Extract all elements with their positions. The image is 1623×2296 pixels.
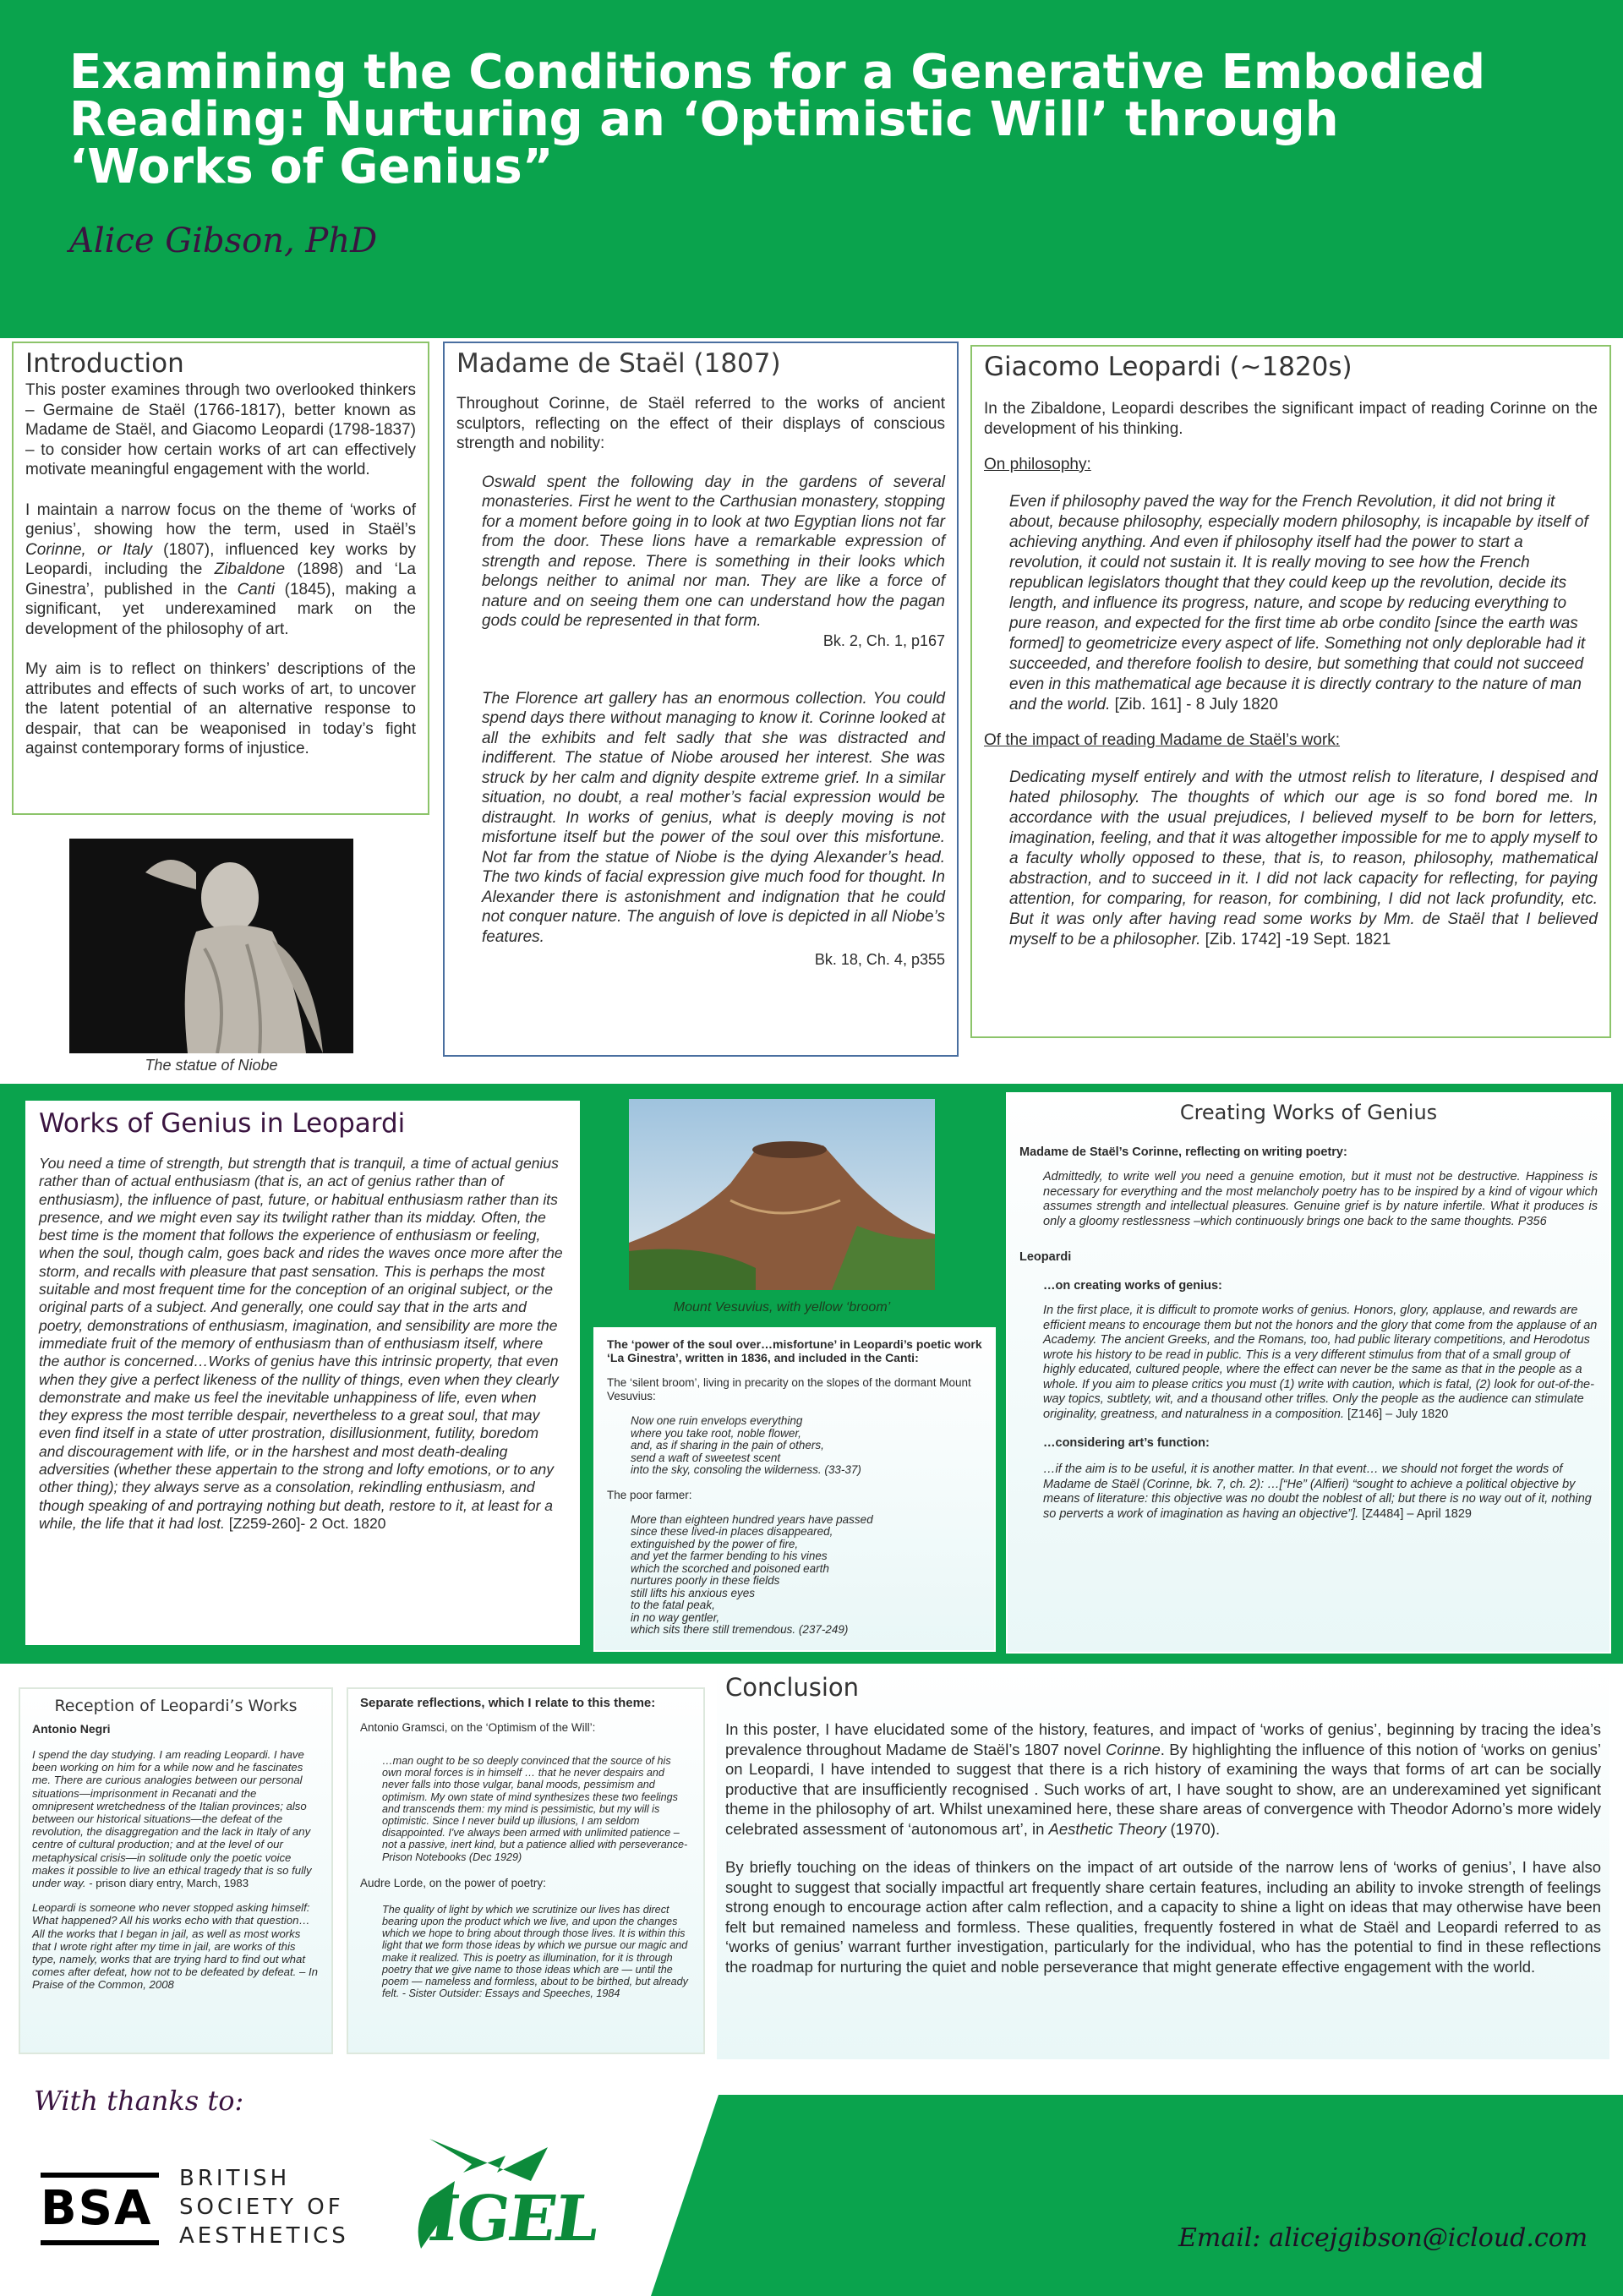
leopardi-intro: In the Zibaldone, Leopardi describes the significant impact of reading Corinne on the development of his thinking. [984,400,1598,438]
introduction-paragraph-3: My aim is to reflect on thinkers’ descriptions of the attributes and effects of such works of art, to uncover the latent potential of an alternative response to despair, that can be weaponised in today’s fight against contemporary forms of injustice. [25,660,416,757]
bsa-line-1: BRITISH [179,2166,291,2191]
reception-quote-1 [32,1748,320,1889]
stael-citation-1: Bk. 2, Ch. 1, p167 [822,631,945,649]
ginestra-box [593,1327,996,1652]
creating-subheading-leopardi: Leopardi [1019,1250,1072,1264]
text-run: (1898) and ‘La Ginestra’, published in the [25,560,416,599]
text-run: In this poster, I have elucidated some of the history, features, and impact of ‘works of genius’, beginning by tracing the idea’s prevalence throughout Madame de Staël’s 1807 novel [725,1720,1601,1758]
poster-title: Examining the Conditions for a Generative Embodied Reading: Nurturing an ‘Optimistic Will’ through ‘Works of Genius” [69,45,1486,194]
bsa-logo [41,2173,159,2250]
text-run-italic: Corinne, or Italy [25,540,152,559]
bsa-logo-text [179,2164,349,2250]
stael-quote-1: Oswald spent the following day in the gardens of several monasteries. First he went to the Carthusian monastery, stopping for a moment before going in to look at two Egyptian lions not far from the door. These lions have a remarkable expression of strength and repose. There is something in their looks which belongs neither to animal nor man. They are like a force of nature and on seeing them one can understand how the pagan gods could be represented in that form. [482,473,945,630]
quote-text: Dedicating myself entirely and with the utmost relish to literature, I despised and hated philosophy. The thoughts of which our age is so fond bored me. In accordance with the usual prejudices, I believed myself to be born for letters, imagination, feeling, and that it was altogether impossible for me to apply myself to a faculty wholly opposed to these, that is, to reason, philosophy, mathematical abstraction, and to succeed in it. I did not lack capacity for reflecting, for paying attention, for comparing, for reason, for combining, I did not lack profundity, etc. But it was only after having read some works by Mm. de Staël that I believed myself to be a philosopher. [1009,768,1598,948]
quote-citation: - Sister Outsider: Essays and Speeches, 1984 [399,1987,620,2000]
leopardi-subheading-stael: Of the impact of reading Madame de Staël’s work: [984,731,1341,749]
quote-citation: [Zib. 161] - 8 July 1820 [1110,696,1278,713]
creating-quote-3 [1043,1462,1598,1522]
quote-text: Leopardi is someone who never stopped asking himself: What happened? All his works echo with that question… All the works that I began in jail, as well as most works that I wrote right after my time in jail, are works of this type, namely, works that are trying hard to find out what comes after defeat, how not to be defeated by defeat. [32,1901,310,1979]
quote-citation: [Z259-260]- 2 Oct. 1820 [224,1514,386,1532]
conclusion-box [715,1664,1611,2061]
introduction-box [12,342,429,815]
stael-quote-2: The Florence art gallery has an enormous collection. You could spend days there without managing to know it. Corinne looked at all the exhibits and felt sadly that she was distracted and indifferent. The statue of Niobe aroused her interest. She was struck by her calm and dignity despite extreme grief. In a similar situation, no doubt, a real mother’s facial expression would be distraught. In works of genius, what is deeply moving is not misfortune itself but the power of the soul over this misfortune. Not far from the statue of Niobe is the dying Alexander’s head. The two kinds of facial expression give much food for thought. In Alexander there is astonishment and indignation that he could not conquer nature. The anguish of love is depicted in all Niobe’s features. [482,689,945,946]
quote-text: You need a time of strength, but strength that is tranquil, a time of actual genius rather than of actual enthusiasm (that is, an act of genius rather than of enthusiasm), the influence of past, future, or habitual enthusiasm rather than its presence, and we might even say its twilight rather than its midday. Often, the best time is the moment that follows the experience of enthusiasm or feeling, when the soul, though calm, goes back and rides the waves once more after the storm, and recalls with pleasure that past sensation. This is perhaps the most suitable and most frequent time for the conception of an original subject, or the original parts of a subject. And generally, one could say that in the arts and poetry, demonstrations of enthusiasm, imagination, and sensibility are more the immediate fruit of the memory of enthusiasm than of enthusiasm itself, where the author is concerned…Works of genius have this intrinsic property, that even when they give a perfect likeness of the nullity of things, even when they clearly demonstrate and make us feel the inevitable unhappiness of life, even when they express the most terrible despair, nevertheless to a great soul, that may even find itself in a state of utter prostration, disillusionment, futility, boredom and discouragement with life, or in the harshest and most death-dealing adversities (whether these appertain to the strong and lofty emotions, or to any other thing); they always serve as a consolation, rekindling enthusiasm, and though speaking of and portraying nothing but death, restore to it, at least for a while, the life that it had lost. [39,1155,563,1532]
quote-citation: [Zib. 1742] -19 Sept. 1821 [1200,931,1391,948]
creating-subheading-genius: …on creating works of genius: [1043,1279,1222,1293]
reception-box [19,1687,333,2054]
text-run: . By highlighting the influence of this notion of ‘works on genius’ on Leopardi, I have intended to suggest that there is a rich history of examining the ways that forms of art can be socially productive that are insufficiently recognised . Such works of art, I have sought to show, are an underexamined yet significant theme in the philosophy of art. Whilst unexamined here, these share areas of convergence with Theodor Adorno’s more widely celebrated assessment of ‘autonomous art’, in [725,1740,1601,1838]
vesuvius-caption: Mount Vesuvius, with yellow ‘broom’ [673,1300,891,1315]
reception-quote-2 [32,1901,320,1991]
quote-citation: [Z4484] – April 1829 [1358,1506,1472,1521]
quote-text: The quality of light by which we scrutinize our lives has direct bearing upon the product which we live, and upon the changes which we hope to bring about through those lives. It is within this light that we form those ideas by which we pursue our magic and make it realized. This is poetry as illumination, for it is through poetry that we give name to those ideas which are — until the poem — nameless and formless, about to be birthed, but already felt. [382,1903,688,2000]
stael-citation-2: Bk. 18, Ch. 4, p355 [814,951,945,968]
text-run: (1807), influenced key works by Leopardi, including the [25,540,416,578]
ginestra-heading: The ‘power of the soul over…misfortune’ in Leopardi’s poetic work ‘La Ginestra’, written in 1836, and included in the Canti: [607,1337,982,1364]
quote-citation: Prison Notebooks (Dec 1929) [382,1850,522,1863]
works-of-genius-heading: Works of Genius in Leopardi [39,1108,406,1139]
separate-heading: Separate reflections, which I relate to this theme: [360,1696,656,1710]
bsa-logo-mark: BSA [41,2181,153,2236]
separate-quote-gramsci [382,1755,691,1863]
creating-works-box [1006,1092,1611,1654]
leopardi-quote-1 [1009,492,1598,715]
text-run: (1970). [1166,1819,1221,1838]
conclusion-heading: Conclusion [725,1673,860,1702]
conclusion-paragraph-2: By briefly touching on the ideas of thinkers on the impact of art outside of the narrow lens of ‘works of genius’, I have also sought to suggest that socially impactful art frequently share certain features, including an ability to invoke strength of feelings strong enough to encourage action after calm reflection, and a capacity to shine a light on ideas that may otherwise have been felt but remained nameless and formless. These qualities, frequently fostered in what de Staël and Leopardi referred to as ‘works of genius’ warrant further investigation, particularly for the individual, who has the potential to find in these reflections the roadmap for nurturing the quiet and noble perseverance that might generate effective engagement with the world. [725,1858,1601,1976]
quote-text: In the first place, it is difficult to promote works of genius. Honors, glory, applause, and rewards are efficient means to encourage them but not the honors and the glory that come from the applause of an Academy. The ancient Greeks, and the Romans, too, had public literary competitions, and Herodotus wrote his history to be read in public. This is a very different stimulus from that of a small group of highly educated, cultured people, where the effect can never be the same as that in the people as a whole. If you aim to please critics you must (1) write with caution, which is fatal, (2) look for out-of-the-way topics, subtlety, wit, and a thousand other trifles. Only the people as the audience can stimulate originality, greatness, and naturalness in a composition. [1043,1304,1598,1421]
ginestra-intro-2: The poor farmer: [607,1488,692,1501]
niobe-statue-illustration [69,839,353,1053]
reception-subheading: Antonio Negri [32,1722,111,1736]
quote-citation: [Z146] – July 1820 [1344,1407,1449,1421]
text-run-italic: Corinne [1105,1740,1161,1758]
bsa-line-2: SOCIETY OF [179,2195,344,2220]
footer-green-panel [651,2095,1623,2296]
quote-text: …man ought to be so deeply convinced that the source of his own moral forces is in himself … that he never despairs and never falls into those vulgar, banal moods, pessimism and optimism. My own state of mind synthesizes these two feelings and transcends them: my mind is pessimistic, but my will is optimistic. Since I never build up illusions, I am seldom disappointed. I've always been armed with unlimited patience – not a passive, inert kind, but a patience allied with perseverance- [382,1755,688,1851]
text-run: I maintain a narrow focus on the theme of ‘works of genius’, showing how the term, used in Staël’s [25,500,416,538]
stael-box [443,342,959,1057]
works-of-genius-box [25,1101,580,1645]
creating-works-heading: Creating Works of Genius [1179,1101,1438,1124]
introduction-paragraph-1: This poster examines through two overlooked thinkers – Germaine de Staël (1766-1817), better known as Madame de Staël, and Giacomo Leopardi (1798-1837) – to consider how certain works of art can effectively motivate meaningful engagement with the world. [25,381,416,478]
ginestra-verse-1: Now one ruin envelops everything where you take root, noble flower, and, as if sharing in the pain of others, send a waft of sweetest scent into the sky, consoling the wilderness. (33-37) [631,1414,861,1476]
leopardi-heading: Giacomo Leopardi (~1820s) [984,352,1352,382]
reception-heading: Reception of Leopardi’s Works [54,1697,298,1715]
text-run-italic: Zibaldone [214,560,286,578]
leopardi-box [970,345,1611,1038]
separate-intro-lorde: Audre Lorde, on the power of poetry: [360,1876,546,1889]
stael-heading: Madame de Staël (1807) [456,348,781,379]
igel-logo [404,2122,603,2274]
separate-reflections-box [347,1687,705,2054]
niobe-statue-image [69,839,353,1053]
conclusion-paragraph-1 [725,1719,1601,1839]
separate-intro-gramsci: Antonio Gramsci, on the ‘Optimism of the Will’: [360,1721,596,1734]
creating-subheading-function: …considering art’s function: [1043,1436,1210,1450]
quote-text: …if the aim is to be useful, it is another matter. In that event… we should not forget the words of Madame de Staël (Corinne, bk. 7, ch. 2): …[“He” (Alfieri) “sought to achieve a political objective by means of literature: this objective was no doubt the noblest of all; but there is no way out of it, nothing so perverts a work of imagination as having an objective”]. [1043,1462,1592,1521]
creating-subheading-stael: Madame de Staël’s Corinne, reflecting on writing poetry: [1019,1145,1347,1159]
text-run: (1845), making a significant, yet underexamined mark on the development of the philosophy of art. [25,580,416,638]
bsa-line-3: AESTHETICS [179,2223,349,2249]
stael-intro: Throughout Corinne, de Staël referred to the works of ancient sculptors, reflecting on the effect of their displays of conscious strength and nobility: [456,395,945,452]
author-name: Alice Gibson, PhD [69,221,378,260]
niobe-caption: The statue of Niobe [145,1057,278,1074]
text-run-italic: Aesthetic Theory [1048,1819,1167,1838]
ginestra-intro-1: The ‘silent broom’, living in precarity on the slopes of the dormant Mount Vesuvius: [607,1376,971,1402]
leopardi-quote-2 [1009,768,1598,950]
text-run-italic: Canti [237,580,275,599]
works-of-genius-quote [39,1155,566,1533]
vesuvius-image [629,1099,935,1290]
leopardi-subheading-philosophy: On philosophy: [984,456,1091,473]
quote-citation: - prison diary entry, March, 1983 [85,1877,249,1890]
introduction-heading: Introduction [25,348,184,379]
creating-quote-2 [1043,1304,1598,1422]
quote-text: I spend the day studying. I am reading Leopardi. I have been working on him for a while now and he fascinates me. There are curious analogies between our personal situations—imprisonment in Recanati and the omnipresent wretchedness of the Italian provinces; also between our historical situations—the defeat of the revolution, the disaggregation and the lack in Italy of any centre of cultural production; and at the level of our metaphysical crisis—in solitude only the poetic voice makes it possible to live an ethical tragedy that is so fully under way. [32,1748,312,1890]
introduction-paragraph-2 [25,500,416,640]
thanks-label: With thanks to: [34,2085,244,2117]
contact-email: Email: alicejgibson@icloud.com [1178,2223,1588,2253]
bsa-logo-bar-bottom [41,2240,159,2245]
quote-citation: – In Praise of the Common, 2008 [32,1965,318,1992]
quote-text: Even if philosophy paved the way for the French Revolution, it did not bring it about, because philosophy, especially modern philosophy, is incapable by itself of achieving anything. And even if philosophy itself had the power to start a revolution, it could not sustain it. It is really moving to see how the French republican legislators thought that they could keep up the revolution, decide its length, and influence its progress, nature, and scope by reducing everything to pure reason, and expected for the first time ab orbe condito [since the earth was formed] to geometricize every aspect of life. Something not only deplorable had it succeeded, and therefore foolish to desire, but something that could not succeed even in this mathematical age because it is directly contrary to the nature of man and the world. [1009,493,1588,713]
igel-logo-mark: IGEL [424,2183,603,2255]
separate-quote-lorde [382,1904,691,2000]
ginestra-verse-2: More than eighteen hundred years have passed since these lived-in places disappeared, extinguished by the power of fire, and yet the farmer bending to his vines which the scorched and poisoned earth nurtures poorly in these fields still lifts his anxious eyes to the fatal peak, in no way gentler, which sits there still tremendous. (237-249) [631,1512,873,1636]
creating-quote-1: Admittedly, to write well you need a genuine emotion, but it must not be destructive. Happiness is necessary for everything and the most melancholy poetry has to be inspired by a kind of vigour which assumes strength and intellectual pleasures. Genuine grief is by nature infertile. What it produces is only a gloomy restlessness –which continuously brings one back to the same thoughts. P356 [1043,1170,1598,1228]
vesuvius-illustration [629,1099,935,1290]
